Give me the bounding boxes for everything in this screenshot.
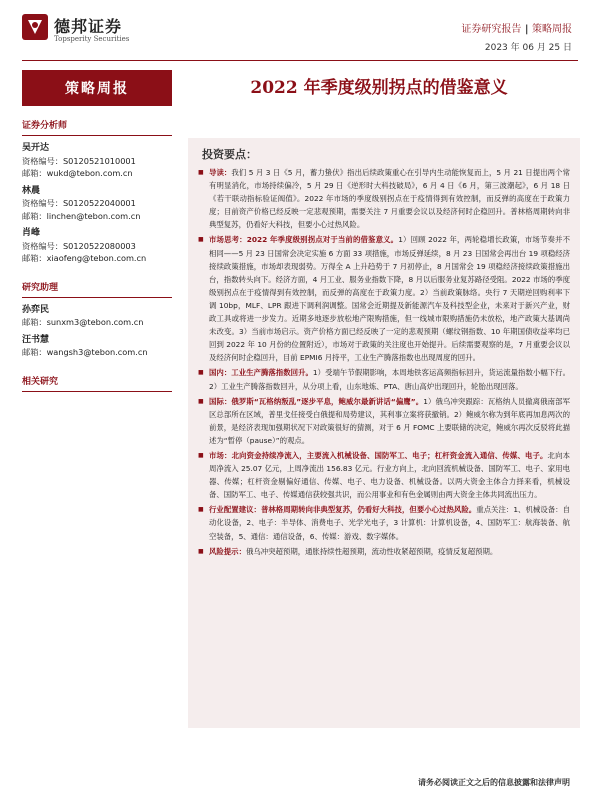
analyst-email[interactable]: 邮箱：xiaofeng@tebon.com.cn: [22, 253, 147, 263]
bullet-item: [198, 166, 570, 231]
related-research-heading: 相关研究: [22, 374, 172, 392]
analyst-card: [22, 227, 172, 265]
analyst-email[interactable]: 邮箱：linchen@tebon.com.cn: [22, 210, 141, 221]
bullet-lead: 市场思考：2022 年季度级别拐点对于当前的借鉴意义。: [209, 235, 399, 245]
bullet-item: [198, 395, 570, 447]
header-divider: [22, 60, 578, 61]
bullet-body: 1）回顾 2022 年，两轮稳增长政策，市场节奏并不相同——5 月 23 日国常会决定实施 6 方面 33 项措施，市场反弹延续，8 月 23 日国常会再出台 19 项稳经济接续政策措施，市场却表现弱势。万得全 A 上升趋势于 7 月初停止，8 月国常会 19 项稳经济接续政策措施出台，指数转头向下。经济方面，4 月工业、服务业指数下降，8 月以后服务业复苏路径受阻。2022 市场的季度级别拐点在于疫情得到有效控制，而反弹的高度在于政策力度。2）当前政策脉络。央行 7 天期逆回购利率下调 10bp，MLF、LPR 跟进下调利润调整。国常会近期提及新能源汽车及科技型企业，未来对于新兴产业，财政工具或将进一步发力。近期多地逐步放松地产限购措施，但一线城市限购措施仍未放松，地产政策大基调尚未改变。3）当前市场启示。资产价格方面已经反映了一定的悲观预期（螺纹钢指数、10 年期国债收益率均已回到 2022 年 10 月份的位置附近），市场对于政策的关注度也开始提升。后续需要观察的是，7 月重要会议以及经济何时企稳回升，目前 EPMI6 月持平，工业生产腾落指数也出现周度的回升。: [209, 235, 570, 363]
bullet-body: 北向本周净流入 25.07 亿元，上周净流出 156.83 亿元。行业方向上，北向回流机械设备、国防军工、电子、家用电器、传媒；杠杆资金剔偏好通信、传媒、电子、电力设备、机械设备。以两大资金主体合力择来看，机械设备、国防军工、电子、传媒通信获较强共识，而公用事业和有色金属则由两大资金主体共同流出压力。: [209, 450, 570, 500]
assistant-name: 孙弈民: [22, 304, 50, 315]
analyst-cert: 资格编号：S0120522080003: [22, 240, 136, 251]
brand-name: 德邦证券: [54, 17, 123, 36]
analyst-cert: 资格编号：S0120521010001: [22, 155, 136, 166]
summary-heading: 投资要点：: [202, 148, 257, 161]
assistant-email[interactable]: 邮箱：wangsh3@tebon.com.cn: [22, 347, 148, 357]
assistant-heading: 研究助理: [22, 280, 172, 298]
analyst-name: 吴开达: [22, 143, 50, 153]
bullet-item: [198, 233, 570, 364]
report-type: [461, 20, 572, 35]
analyst-heading: 证券分析师: [22, 118, 172, 136]
analyst-card: [22, 185, 172, 223]
bullet-body: 俄乌冲突超预期，通胀持续性超预期，流动性收紧超预期，疫情反复超预期。: [245, 546, 498, 556]
brand-name-en: Topsperity Securities: [54, 35, 130, 43]
report-date: 2023 年 06 月 25 日: [484, 43, 572, 53]
brand-mark-icon: [22, 14, 48, 40]
bullet-body: 1）受端午节假期影响，本周地铁客运高频指标回升，货运流量指数小幅下行。2）工业生产腾落指数回升，从分项上看，山东地炼、PTA、唐山高炉出现回升，轮胎出现回落。: [209, 368, 570, 391]
assistant-card: [22, 304, 172, 329]
analyst-name: 肖峰: [22, 228, 41, 238]
bullet-item: [198, 449, 570, 501]
assistant-email[interactable]: 邮箱：sunxm3@tebon.com.cn: [22, 317, 144, 327]
footer-disclaimer: 请务必阅读正文之后的信息披露和法律声明: [418, 778, 570, 787]
summary-bullets: [198, 166, 570, 560]
bullet-lead: 国际：俄罗斯“瓦格纳叛乱”逐步平息，鲍威尔最新讲话“偏鹰”。: [209, 396, 424, 406]
analyst-name: 林晨: [22, 185, 41, 196]
bullet-lead: 国内：工业生产腾落指数回升。: [209, 368, 313, 378]
report-sub-label: 策略周报: [532, 24, 572, 35]
bullet-item: [198, 366, 570, 392]
analyst-cert: 资格编号：S0120522040001: [22, 198, 136, 208]
assistant-card: [22, 334, 172, 359]
report-type-label: 证券研究报告: [461, 24, 522, 35]
page-title: 2022 年季度级别拐点的借鉴意义: [250, 78, 508, 98]
brand-logo: [22, 14, 182, 54]
header-separator: |: [521, 24, 532, 35]
bullet-lead: 行业配置建议：普林格周期转向非典型复苏，仍看好大科技，但要小心过热风险。: [209, 505, 477, 515]
investment-summary-panel: [188, 138, 580, 728]
report-category-box: 策略周报: [22, 70, 172, 106]
bullet-item: [198, 545, 570, 558]
sidebar: [22, 118, 172, 398]
bullet-body: 我们 5 月 3 日《5 月，蓄力蛰伏》指出后续政策重心在引导内生动能恢复而上，5 月 21 日提出两个常有明显消化，市场持续偏冷，5 月 29 日《逆形时大科技破局》，6 月 4 日《6 月，第三波潮起》，6 月 18 日《若干联动指标验证阀值》。2022 年市场的季度级别拐点在于疫情得到有效控制，而反弹的高度在于政策力度；目前资产价格已经反映一定悲观预期，需要关注 7 月重要会议以及经济何时企稳回升。普林格周期转向非典型复苏，仍看好大科技，但要小心过热风险。: [209, 168, 570, 230]
bullet-lead: 市场：北向资金持续净流入，主要流入机械设备、国防军工、电子；杠杆资金流入通信、传媒、电子。: [209, 450, 548, 460]
analyst-card: [22, 142, 172, 180]
assistant-name: 汪书慧: [22, 334, 50, 345]
bullet-body: 1）俄乌冲突跟踪：瓦格纳人员撤离俄南部军区总部所在区域，普里戈任接受白俄提和局势建议，其利事立案将获撤销。2）鲍威尔称为到年底再加息两次的前景，是经济表现加强期状况下对政策很好的猜测，对于 6 月 FOMC 上要联储的决定，鲍威尔再次反驳将此描述为“暂停（pause）”的观点。: [209, 396, 570, 445]
bullet-lead: 风险提示：: [209, 546, 246, 556]
bullet-lead: 导读：: [209, 168, 232, 177]
bullet-item: [198, 503, 570, 542]
bullet-body: 重点关注：1、机械设备：自动化设备，2、电子：半导体、消费电子、光学光电子，3 计算机：计算机设备，4、国防军工：航海装备、航空装备，5、通信：通信设备，6、传媒：游戏、数字媒体。: [209, 505, 570, 541]
analyst-email[interactable]: 邮箱：wukd@tebon.com.cn: [22, 168, 133, 178]
